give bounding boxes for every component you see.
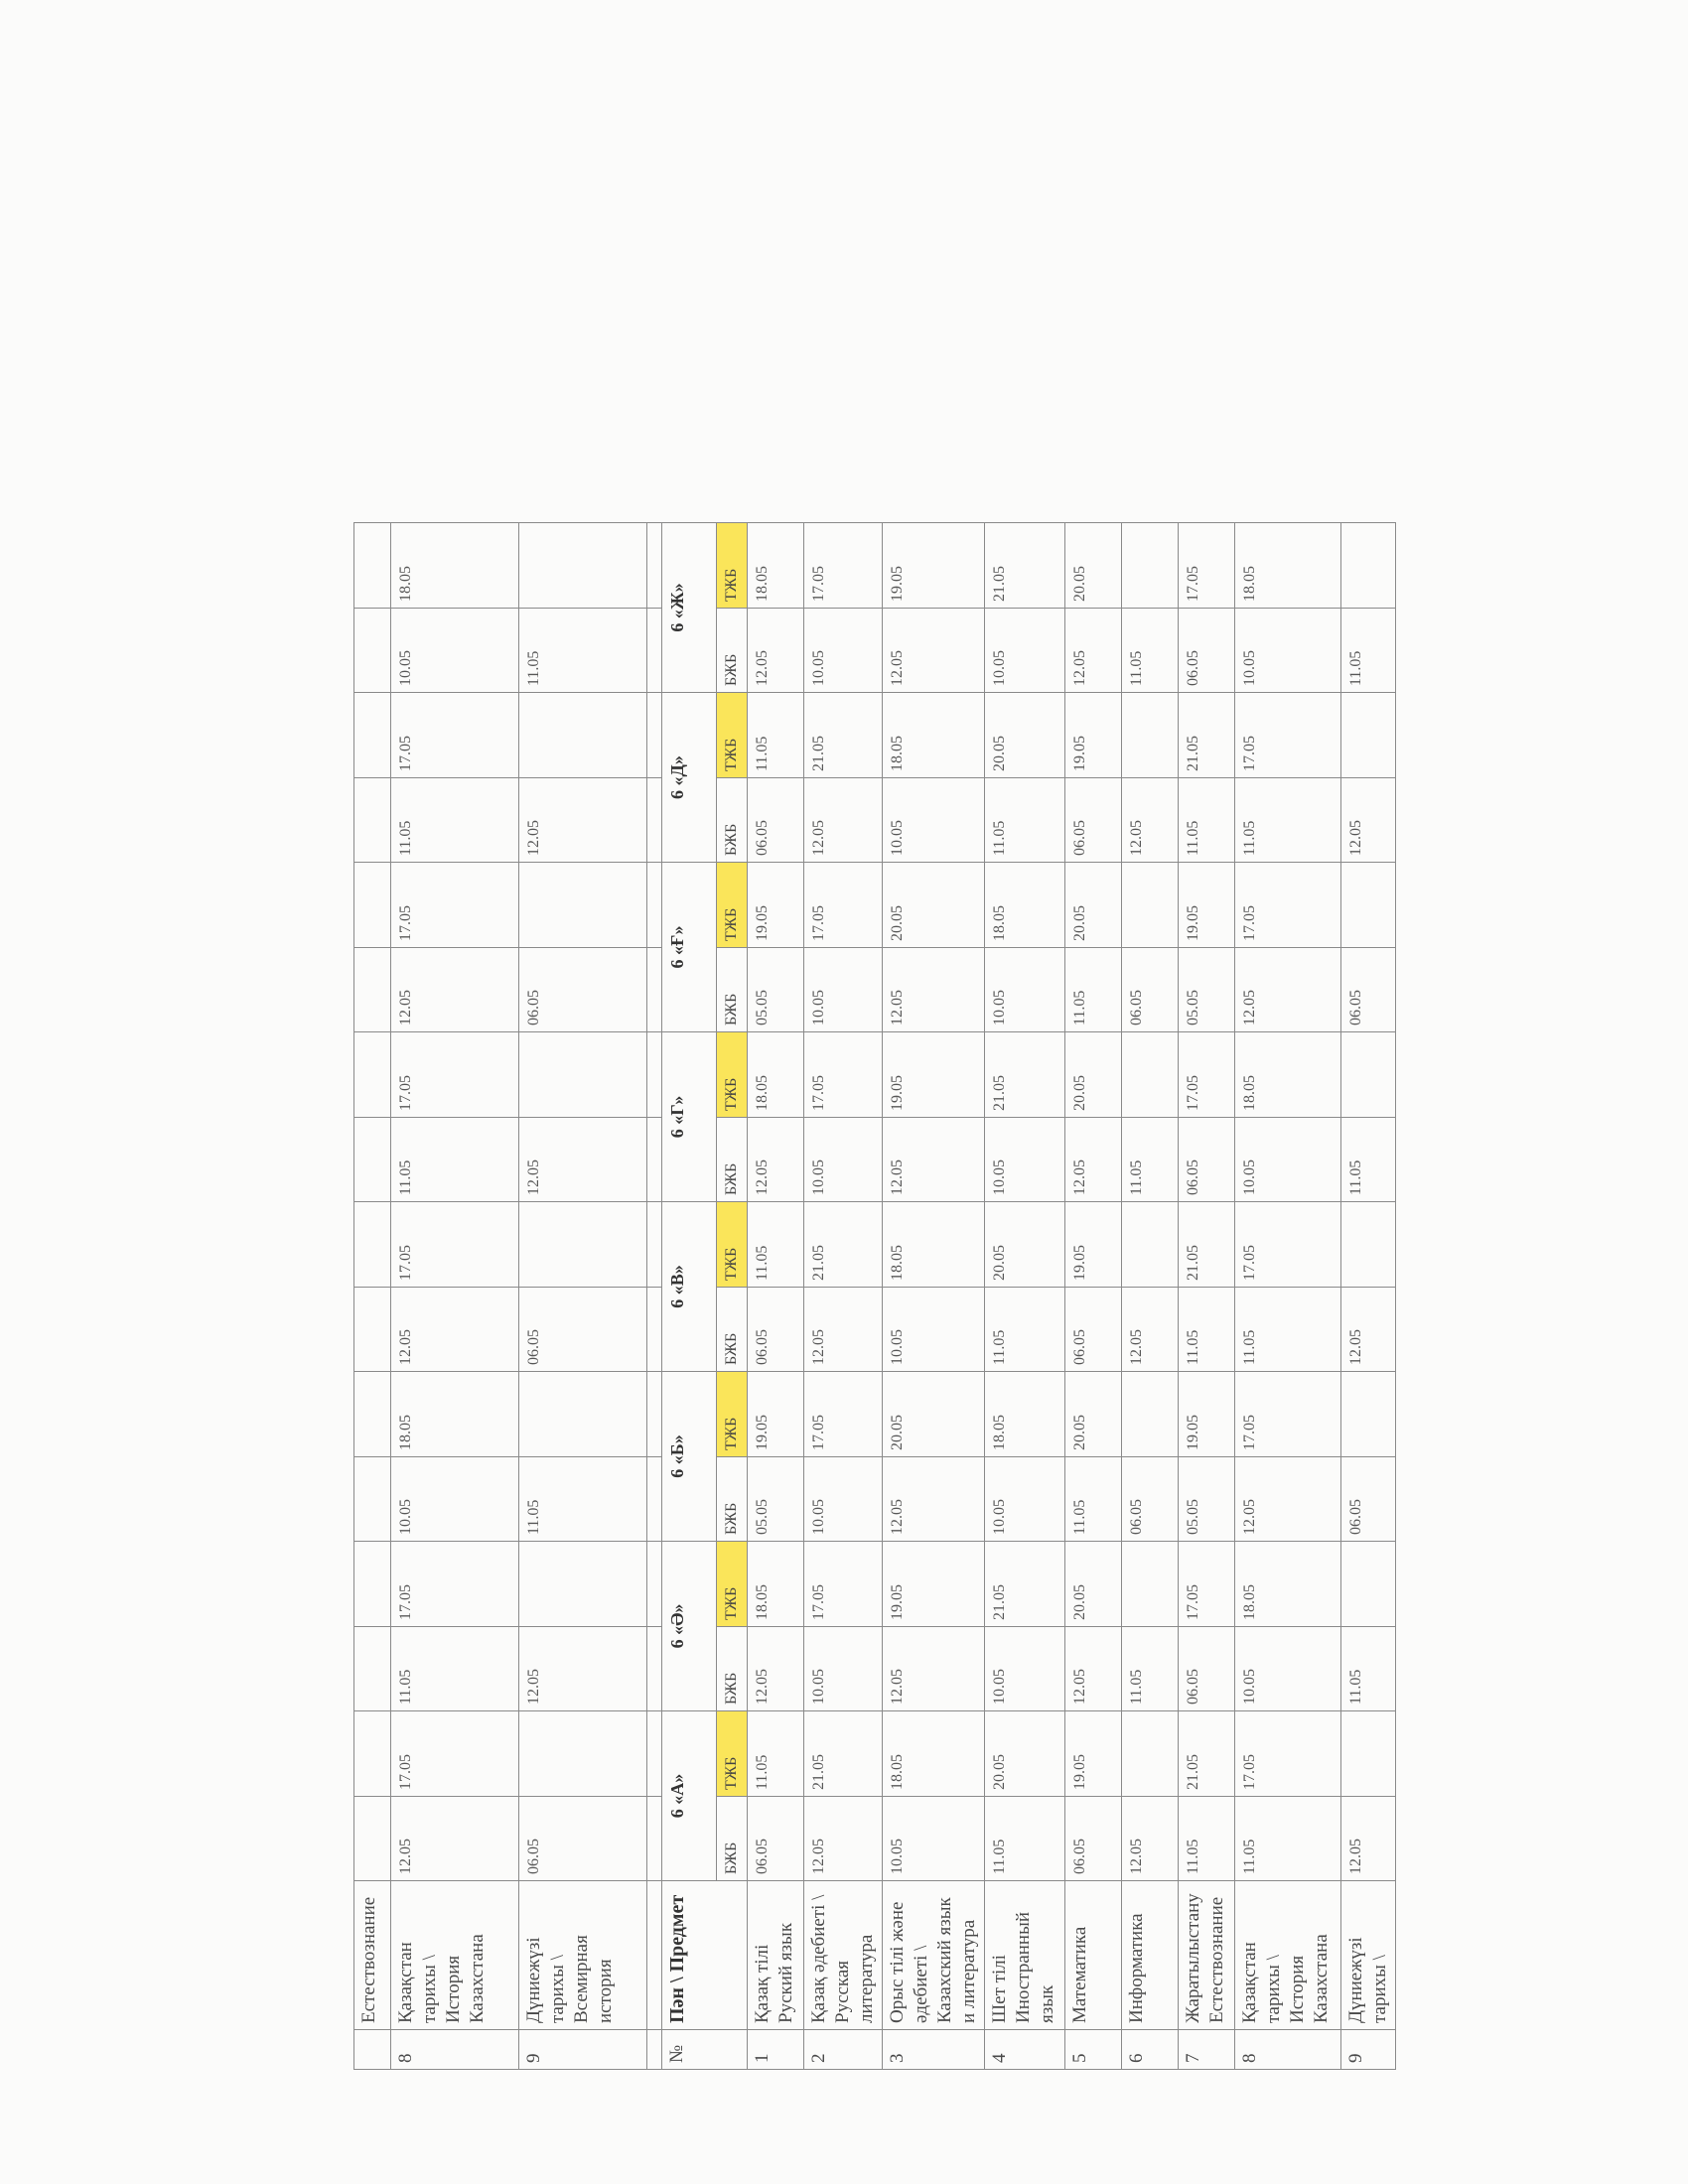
date-cell bbox=[1341, 1372, 1396, 1457]
date-cell: 17.05 bbox=[1235, 1711, 1341, 1797]
date-cell: 11.05 bbox=[1179, 778, 1235, 863]
date-cell: 11.05 bbox=[748, 1711, 804, 1797]
date-cell bbox=[354, 1542, 391, 1627]
date-cell: 17.05 bbox=[1235, 693, 1341, 778]
subject-cell: Қазақ тілі Руский язык bbox=[748, 1881, 804, 2030]
date-cell: 17.05 bbox=[804, 1032, 883, 1118]
blank-cell bbox=[647, 863, 662, 948]
table-row bbox=[883, 523, 985, 2070]
subject-cell: Математика bbox=[1065, 1881, 1122, 2030]
date-cell: 17.05 bbox=[1235, 863, 1341, 948]
num-cell: 6 bbox=[1122, 2030, 1179, 2070]
tjb-header: ТЖБ bbox=[717, 1202, 748, 1288]
bjb-header: БЖБ bbox=[717, 1118, 748, 1202]
date-cell: 17.05 bbox=[1179, 523, 1235, 609]
date-cell: 12.05 bbox=[883, 1118, 985, 1202]
date-cell: 05.05 bbox=[748, 1457, 804, 1542]
date-cell bbox=[354, 1627, 391, 1711]
date-cell: 12.05 bbox=[804, 778, 883, 863]
date-cell: 12.05 bbox=[748, 1627, 804, 1711]
date-cell bbox=[1341, 693, 1396, 778]
date-cell: 11.05 bbox=[985, 1797, 1065, 1881]
date-cell bbox=[1122, 1372, 1179, 1457]
date-cell: 20.05 bbox=[1065, 523, 1122, 609]
date-cell: 10.05 bbox=[883, 778, 985, 863]
date-cell: 11.05 bbox=[985, 1288, 1065, 1372]
date-cell: 18.05 bbox=[391, 1372, 519, 1457]
date-cell: 06.05 bbox=[519, 1797, 647, 1881]
subject-cell: Дүниежүзі тарихы \ Всемирная история bbox=[519, 1881, 647, 2030]
date-cell: 21.05 bbox=[985, 523, 1065, 609]
date-cell: 12.05 bbox=[1065, 609, 1122, 693]
section-divider bbox=[647, 523, 662, 2070]
date-cell bbox=[354, 693, 391, 778]
date-cell: 19.05 bbox=[748, 863, 804, 948]
date-cell: 21.05 bbox=[1179, 1202, 1235, 1288]
date-cell: 17.05 bbox=[391, 863, 519, 948]
date-cell bbox=[519, 1372, 647, 1457]
date-cell: 12.05 bbox=[391, 948, 519, 1032]
date-cell: 11.05 bbox=[519, 1457, 647, 1542]
date-cell: 20.05 bbox=[985, 1202, 1065, 1288]
class-header: 6 «Д» bbox=[662, 693, 717, 863]
num-cell: 9 bbox=[1341, 2030, 1396, 2070]
date-cell bbox=[1122, 1711, 1179, 1797]
date-cell: 11.05 bbox=[1122, 1627, 1179, 1711]
blank-cell bbox=[647, 1032, 662, 1118]
subject-cell: Шет тілі Иностранный язык bbox=[985, 1881, 1065, 2030]
date-cell: 10.05 bbox=[1235, 1627, 1341, 1711]
exam-schedule-table bbox=[353, 522, 1396, 2070]
date-cell: 17.05 bbox=[391, 693, 519, 778]
subject-cell: Орыс тілі және әдебиеті \ Казахский язык и литература bbox=[883, 1881, 985, 2030]
date-cell: 11.05 bbox=[1341, 1118, 1396, 1202]
table-row bbox=[748, 523, 804, 2070]
tjb-header: ТЖБ bbox=[717, 863, 748, 948]
date-cell: 17.05 bbox=[1235, 1372, 1341, 1457]
blank-cell bbox=[647, 523, 662, 609]
date-cell: 10.05 bbox=[804, 1627, 883, 1711]
table-row bbox=[1235, 523, 1341, 2070]
date-cell: 19.05 bbox=[1065, 1711, 1122, 1797]
date-cell: 17.05 bbox=[391, 1711, 519, 1797]
num-cell: 1 bbox=[748, 2030, 804, 2070]
subject-cell: Жаратылыстану Естествознание bbox=[1179, 1881, 1235, 2030]
date-cell: 17.05 bbox=[1235, 1202, 1341, 1288]
rotated-table-wrapper bbox=[353, 566, 1401, 2070]
date-cell bbox=[1122, 1032, 1179, 1118]
date-cell: 06.05 bbox=[1065, 1797, 1122, 1881]
date-cell: 11.05 bbox=[748, 693, 804, 778]
date-cell: 06.05 bbox=[748, 1288, 804, 1372]
date-cell: 18.05 bbox=[1235, 1032, 1341, 1118]
date-cell: 12.05 bbox=[748, 609, 804, 693]
bjb-header: БЖБ bbox=[717, 1797, 748, 1881]
tjb-header: ТЖБ bbox=[717, 1711, 748, 1797]
subject-cell: Қазақстан тарихы \ История Казахстана bbox=[1235, 1881, 1341, 2030]
date-cell: 06.05 bbox=[1122, 948, 1179, 1032]
date-cell: 10.05 bbox=[985, 948, 1065, 1032]
num-cell: 9 bbox=[519, 2030, 647, 2070]
date-cell: 10.05 bbox=[1235, 609, 1341, 693]
date-cell: 20.05 bbox=[1065, 1542, 1122, 1627]
date-cell: 21.05 bbox=[985, 1032, 1065, 1118]
date-cell bbox=[1122, 863, 1179, 948]
date-cell: 10.05 bbox=[985, 1627, 1065, 1711]
date-cell: 10.05 bbox=[391, 609, 519, 693]
date-cell: 10.05 bbox=[985, 1457, 1065, 1542]
date-cell: 11.05 bbox=[1235, 1288, 1341, 1372]
table-row bbox=[1179, 523, 1235, 2070]
date-cell: 19.05 bbox=[883, 523, 985, 609]
bjb-header: БЖБ bbox=[717, 778, 748, 863]
date-cell bbox=[1341, 1711, 1396, 1797]
date-cell: 20.05 bbox=[985, 1711, 1065, 1797]
date-cell: 12.05 bbox=[1235, 1457, 1341, 1542]
table-row bbox=[354, 523, 391, 2070]
date-cell: 20.05 bbox=[883, 1372, 985, 1457]
date-cell: 11.05 bbox=[1065, 948, 1122, 1032]
date-cell: 11.05 bbox=[1341, 1627, 1396, 1711]
date-cell: 12.05 bbox=[1065, 1627, 1122, 1711]
blank-cell bbox=[647, 1202, 662, 1288]
date-cell: 17.05 bbox=[391, 1202, 519, 1288]
bjb-header: БЖБ bbox=[717, 948, 748, 1032]
date-cell: 06.05 bbox=[1065, 778, 1122, 863]
date-cell: 11.05 bbox=[748, 1202, 804, 1288]
date-cell: 06.05 bbox=[748, 778, 804, 863]
date-cell: 19.05 bbox=[883, 1032, 985, 1118]
date-cell: 18.05 bbox=[748, 523, 804, 609]
date-cell bbox=[354, 1372, 391, 1457]
sub-header-row bbox=[717, 523, 748, 2070]
class-header: 6 «Ә» bbox=[662, 1542, 717, 1711]
date-cell: 18.05 bbox=[748, 1032, 804, 1118]
date-cell bbox=[354, 948, 391, 1032]
date-cell bbox=[1122, 523, 1179, 609]
date-cell: 19.05 bbox=[1179, 1372, 1235, 1457]
date-cell: 20.05 bbox=[883, 863, 985, 948]
class-header: 6 «В» bbox=[662, 1202, 717, 1372]
date-cell: 05.05 bbox=[748, 948, 804, 1032]
table-row bbox=[391, 523, 519, 2070]
date-cell: 12.05 bbox=[1341, 1288, 1396, 1372]
date-cell bbox=[1341, 863, 1396, 948]
date-cell bbox=[354, 1797, 391, 1881]
date-cell: 12.05 bbox=[804, 1288, 883, 1372]
subject-header: Пән \ Предмет bbox=[662, 1881, 748, 2030]
date-cell: 11.05 bbox=[1065, 1457, 1122, 1542]
date-cell: 12.05 bbox=[748, 1118, 804, 1202]
table-row bbox=[985, 523, 1065, 2070]
bjb-header: БЖБ bbox=[717, 609, 748, 693]
date-cell: 10.05 bbox=[985, 1118, 1065, 1202]
date-cell bbox=[354, 1032, 391, 1118]
num-cell: 5 bbox=[1065, 2030, 1122, 2070]
blank-cell bbox=[647, 1457, 662, 1542]
date-cell bbox=[354, 1711, 391, 1797]
blank-cell bbox=[647, 1711, 662, 1797]
subject-cell: Информатика bbox=[1122, 1881, 1179, 2030]
date-cell bbox=[1122, 693, 1179, 778]
blank-cell bbox=[647, 1542, 662, 1627]
date-cell: 20.05 bbox=[1065, 1032, 1122, 1118]
date-cell: 05.05 bbox=[1179, 948, 1235, 1032]
date-cell: 18.05 bbox=[748, 1542, 804, 1627]
blank-cell bbox=[647, 1372, 662, 1457]
date-cell: 12.05 bbox=[1122, 1797, 1179, 1881]
date-cell bbox=[354, 1457, 391, 1542]
date-cell: 12.05 bbox=[519, 1118, 647, 1202]
date-cell: 18.05 bbox=[391, 523, 519, 609]
tjb-header: ТЖБ bbox=[717, 523, 748, 609]
date-cell: 12.05 bbox=[1341, 1797, 1396, 1881]
date-cell: 06.05 bbox=[1179, 1627, 1235, 1711]
date-cell bbox=[1341, 1202, 1396, 1288]
date-cell: 17.05 bbox=[391, 1542, 519, 1627]
num-cell: 2 bbox=[804, 2030, 883, 2070]
blank-cell bbox=[647, 2030, 662, 2070]
date-cell: 11.05 bbox=[519, 609, 647, 693]
date-cell: 10.05 bbox=[883, 1288, 985, 1372]
subject-cell: Қазақ әдебиеті \ Русская литература bbox=[804, 1881, 883, 2030]
blank-cell bbox=[647, 1118, 662, 1202]
date-cell: 18.05 bbox=[985, 863, 1065, 948]
date-cell: 12.05 bbox=[519, 778, 647, 863]
table-row bbox=[519, 523, 647, 2070]
date-cell: 21.05 bbox=[804, 1711, 883, 1797]
class-header: 6 «А» bbox=[662, 1711, 717, 1881]
date-cell: 11.05 bbox=[391, 778, 519, 863]
date-cell: 18.05 bbox=[1235, 523, 1341, 609]
table-row bbox=[804, 523, 883, 2070]
date-cell: 20.05 bbox=[1065, 863, 1122, 948]
date-cell bbox=[1122, 1542, 1179, 1627]
date-cell: 17.05 bbox=[391, 1032, 519, 1118]
date-cell bbox=[354, 1288, 391, 1372]
date-cell: 19.05 bbox=[748, 1372, 804, 1457]
date-cell: 12.05 bbox=[519, 1627, 647, 1711]
num-cell: 4 bbox=[985, 2030, 1065, 2070]
date-cell bbox=[1341, 523, 1396, 609]
blank-cell bbox=[647, 609, 662, 693]
date-cell: 11.05 bbox=[1235, 1797, 1341, 1881]
num-cell bbox=[354, 2030, 391, 2070]
date-cell: 11.05 bbox=[1341, 609, 1396, 693]
date-cell: 19.05 bbox=[1065, 1202, 1122, 1288]
date-cell: 18.05 bbox=[883, 1202, 985, 1288]
date-cell bbox=[354, 1202, 391, 1288]
date-cell: 12.05 bbox=[1341, 778, 1396, 863]
date-cell: 12.05 bbox=[391, 1797, 519, 1881]
date-cell: 11.05 bbox=[391, 1627, 519, 1711]
date-cell: 11.05 bbox=[985, 778, 1065, 863]
date-cell: 06.05 bbox=[1341, 1457, 1396, 1542]
date-cell: 12.05 bbox=[1235, 948, 1341, 1032]
subject-cell: Естествознание bbox=[354, 1881, 391, 2030]
date-cell: 06.05 bbox=[1179, 1118, 1235, 1202]
date-cell: 21.05 bbox=[985, 1542, 1065, 1627]
date-cell: 11.05 bbox=[1179, 1288, 1235, 1372]
table-row bbox=[1065, 523, 1122, 2070]
num-cell: 3 bbox=[883, 2030, 985, 2070]
date-cell: 21.05 bbox=[804, 1202, 883, 1288]
date-cell: 12.05 bbox=[1065, 1118, 1122, 1202]
date-cell: 17.05 bbox=[804, 1372, 883, 1457]
blank-cell bbox=[647, 1288, 662, 1372]
date-cell: 10.05 bbox=[804, 1457, 883, 1542]
date-cell: 06.05 bbox=[1341, 948, 1396, 1032]
blank-cell bbox=[647, 1627, 662, 1711]
num-cell: 8 bbox=[1235, 2030, 1341, 2070]
date-cell: 12.05 bbox=[1122, 1288, 1179, 1372]
date-cell: 19.05 bbox=[883, 1542, 985, 1627]
date-cell bbox=[1341, 1542, 1396, 1627]
date-cell bbox=[354, 778, 391, 863]
table-row bbox=[1122, 523, 1179, 2070]
class-header: 6 «Ж» bbox=[662, 523, 717, 693]
date-cell bbox=[354, 609, 391, 693]
bjb-header: БЖБ bbox=[717, 1627, 748, 1711]
date-cell: 10.05 bbox=[883, 1797, 985, 1881]
date-cell: 12.05 bbox=[804, 1797, 883, 1881]
date-cell: 20.05 bbox=[985, 693, 1065, 778]
date-cell: 17.05 bbox=[804, 863, 883, 948]
date-cell: 12.05 bbox=[883, 609, 985, 693]
date-cell: 12.05 bbox=[883, 1627, 985, 1711]
date-cell: 06.05 bbox=[748, 1797, 804, 1881]
date-cell: 17.05 bbox=[1179, 1032, 1235, 1118]
date-cell: 17.05 bbox=[1179, 1542, 1235, 1627]
date-cell: 18.05 bbox=[883, 1711, 985, 1797]
date-cell: 10.05 bbox=[804, 609, 883, 693]
bjb-header: БЖБ bbox=[717, 1288, 748, 1372]
date-cell: 06.05 bbox=[1065, 1288, 1122, 1372]
blank-cell bbox=[647, 948, 662, 1032]
date-cell: 11.05 bbox=[1122, 1118, 1179, 1202]
bjb-header: БЖБ bbox=[717, 1457, 748, 1542]
date-cell bbox=[1341, 1032, 1396, 1118]
date-cell: 06.05 bbox=[1122, 1457, 1179, 1542]
date-cell: 19.05 bbox=[1065, 693, 1122, 778]
date-cell: 06.05 bbox=[519, 1288, 647, 1372]
date-cell: 11.05 bbox=[1179, 1797, 1235, 1881]
date-cell: 10.05 bbox=[804, 1118, 883, 1202]
date-cell: 21.05 bbox=[1179, 1711, 1235, 1797]
date-cell: 12.05 bbox=[883, 1457, 985, 1542]
date-cell bbox=[519, 1711, 647, 1797]
class-header-row bbox=[662, 523, 717, 2070]
date-cell: 19.05 bbox=[1179, 863, 1235, 948]
date-cell: 18.05 bbox=[985, 1372, 1065, 1457]
date-cell: 10.05 bbox=[985, 609, 1065, 693]
date-cell: 11.05 bbox=[391, 1118, 519, 1202]
subject-cell: Қазақстан тарихы \ История Казахстана bbox=[391, 1881, 519, 2030]
date-cell: 12.05 bbox=[883, 948, 985, 1032]
date-cell bbox=[519, 863, 647, 948]
date-cell: 12.05 bbox=[1122, 778, 1179, 863]
date-cell: 20.05 bbox=[1065, 1372, 1122, 1457]
date-cell bbox=[519, 523, 647, 609]
date-cell bbox=[1122, 1202, 1179, 1288]
tjb-header: ТЖБ bbox=[717, 1542, 748, 1627]
blank-cell bbox=[647, 1797, 662, 1881]
date-cell: 21.05 bbox=[1179, 693, 1235, 778]
date-cell: 05.05 bbox=[1179, 1457, 1235, 1542]
date-cell: 18.05 bbox=[1235, 1542, 1341, 1627]
num-cell: 7 bbox=[1179, 2030, 1235, 2070]
tjb-header: ТЖБ bbox=[717, 693, 748, 778]
date-cell: 17.05 bbox=[804, 1542, 883, 1627]
class-header: 6 «Г» bbox=[662, 1032, 717, 1202]
date-cell bbox=[519, 1032, 647, 1118]
date-cell bbox=[519, 1202, 647, 1288]
date-cell: 12.05 bbox=[391, 1288, 519, 1372]
date-cell bbox=[354, 523, 391, 609]
blank-cell bbox=[647, 1881, 662, 2030]
date-cell: 18.05 bbox=[883, 693, 985, 778]
table-row bbox=[1341, 523, 1396, 2070]
date-cell: 21.05 bbox=[804, 693, 883, 778]
date-cell: 11.05 bbox=[1235, 778, 1341, 863]
date-cell: 11.05 bbox=[1122, 609, 1179, 693]
blank-cell bbox=[647, 778, 662, 863]
num-cell: 8 bbox=[391, 2030, 519, 2070]
date-cell: 17.05 bbox=[804, 523, 883, 609]
date-cell: 06.05 bbox=[519, 948, 647, 1032]
date-cell bbox=[354, 1118, 391, 1202]
date-cell: 06.05 bbox=[1179, 609, 1235, 693]
date-cell bbox=[519, 693, 647, 778]
tjb-header: ТЖБ bbox=[717, 1372, 748, 1457]
subject-cell: Дүниежүзі тарихы \ bbox=[1341, 1881, 1396, 2030]
num-header: № bbox=[662, 2030, 748, 2070]
class-header: 6 «Б» bbox=[662, 1372, 717, 1542]
date-cell bbox=[354, 863, 391, 948]
class-header: 6 «Ғ» bbox=[662, 863, 717, 1032]
date-cell: 10.05 bbox=[391, 1457, 519, 1542]
tjb-header: ТЖБ bbox=[717, 1032, 748, 1118]
date-cell: 10.05 bbox=[804, 948, 883, 1032]
date-cell: 10.05 bbox=[1235, 1118, 1341, 1202]
blank-cell bbox=[647, 693, 662, 778]
date-cell bbox=[519, 1542, 647, 1627]
